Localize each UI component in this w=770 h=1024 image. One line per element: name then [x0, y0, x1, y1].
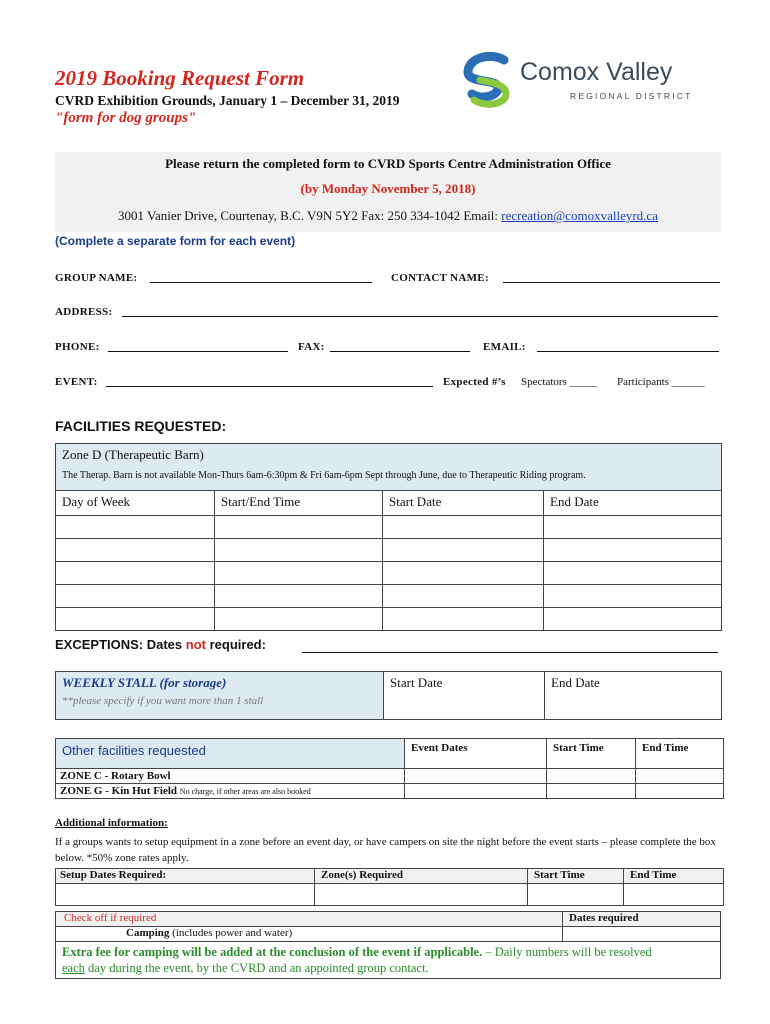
cell[interactable]: [636, 769, 724, 784]
col-end-date: End Date: [544, 491, 722, 516]
event-dates-header: Event Dates: [405, 739, 547, 769]
fax-field[interactable]: [330, 342, 470, 352]
table-row: [56, 516, 722, 539]
extra-fee-bold: Extra fee for camping will be added at the conclusion of the event if applicable.: [62, 945, 483, 959]
table-row: [56, 562, 722, 585]
col-start-end-time: Start/End Time: [215, 491, 383, 516]
col-day-of-week: Day of Week: [56, 491, 215, 516]
cell[interactable]: [547, 769, 636, 784]
zone-g-cell: [56, 784, 405, 799]
extra-fee-rest: – Daily numbers will be resolved: [482, 945, 652, 959]
camping-note: (includes power and water): [169, 927, 293, 939]
exceptions-label: [55, 637, 266, 652]
weekly-stall-header: [56, 672, 384, 720]
cell[interactable]: [405, 769, 547, 784]
table-row: [56, 784, 724, 799]
table-row: [56, 585, 722, 608]
cell[interactable]: [624, 884, 724, 906]
cell[interactable]: [383, 539, 544, 562]
exceptions-suffix: required:: [205, 637, 266, 652]
cell[interactable]: [636, 784, 724, 799]
other-facilities-header: [56, 739, 405, 769]
contact-name-label: CONTACT NAME:: [391, 272, 489, 284]
notice-address: [55, 208, 721, 224]
dates-required-header: Dates required: [563, 912, 721, 927]
notice-return: Please return the completed form to CVRD Sports Centre Administration Office: [165, 156, 611, 171]
cell[interactable]: [383, 516, 544, 539]
cell[interactable]: [544, 562, 722, 585]
weekly-stall-title: WEEKLY STALL (for storage): [62, 675, 227, 690]
cell[interactable]: [544, 539, 722, 562]
address-field[interactable]: [122, 307, 718, 317]
email-link[interactable]: recreation@comoxvalleyrd.ca: [501, 208, 658, 223]
spectators-field[interactable]: Spectators _____: [521, 376, 598, 388]
cell[interactable]: [56, 562, 215, 585]
cell[interactable]: [56, 516, 215, 539]
cell[interactable]: [315, 884, 528, 906]
zone-d-title: Zone D (Therapeutic Barn): [62, 447, 204, 462]
other-facilities-title: Other facilities requested: [62, 743, 206, 758]
address-label: ADDRESS:: [55, 306, 113, 318]
zone-d-note: The Therap. Barn is not available Mon-Thurs 6am-6:30pm & Fri 6am-6pm Sept through June, due to Therapeutic Riding program.: [62, 470, 586, 481]
cell[interactable]: [215, 516, 383, 539]
setup-end-time-header: End Time: [624, 869, 724, 884]
setup-start-time-header: Start Time: [528, 869, 624, 884]
contact-name-field[interactable]: [503, 273, 720, 283]
extra-fee-each: each: [62, 961, 85, 975]
notice-address-text: 3001 Vanier Drive, Courtenay, B.C. V9N 5Y2 Fax: 250 334-1042 Email:: [118, 208, 502, 223]
cell[interactable]: [383, 608, 544, 631]
event-label: EVENT:: [55, 376, 98, 388]
cell[interactable]: [405, 784, 547, 799]
cell[interactable]: [56, 539, 215, 562]
cell[interactable]: [528, 884, 624, 906]
table-row: [56, 769, 724, 784]
cell[interactable]: [544, 516, 722, 539]
cell[interactable]: [56, 585, 215, 608]
zone-c-label: ZONE C - Rotary Bowl: [56, 769, 405, 784]
cell[interactable]: [56, 608, 215, 631]
end-time-header: End Time: [636, 739, 724, 769]
complete-note: (Complete a separate form for each event): [55, 234, 296, 248]
camping-label: Camping: [126, 927, 170, 939]
zones-required-header: Zone(s) Required: [315, 869, 528, 884]
weekly-stall-end[interactable]: End Date: [545, 672, 722, 720]
col-start-date: Start Date: [383, 491, 544, 516]
table-row: [56, 884, 724, 906]
form-subtitle: CVRD Exhibition Grounds, January 1 – December 31, 2019: [55, 93, 400, 108]
camping-dates-cell[interactable]: [563, 927, 721, 942]
weekly-stall-start[interactable]: Start Date: [384, 672, 545, 720]
email-label: EMAIL:: [483, 341, 526, 353]
group-name-field[interactable]: [150, 273, 372, 283]
cell[interactable]: [215, 585, 383, 608]
cell[interactable]: [56, 884, 315, 906]
group-name-label: GROUP NAME:: [55, 272, 138, 284]
phone-field[interactable]: [108, 342, 288, 352]
weekly-stall-note: **please specify if you want more than 1 stall: [62, 695, 264, 707]
logo-name: Comox Valley: [520, 58, 673, 86]
participants-field[interactable]: Participants ______: [617, 376, 705, 388]
dog-groups-note: "form for dog groups": [55, 110, 197, 126]
cell[interactable]: [215, 562, 383, 585]
cell[interactable]: [544, 608, 722, 631]
camping-table: [55, 911, 721, 979]
exceptions-not: not: [185, 637, 206, 652]
email-field[interactable]: [537, 342, 719, 352]
zone-d-header: [56, 444, 722, 491]
additional-text: If a groups wants to setup equipment in a zone before an event day, or have campers on site the night before the event starts – please complete the box below. *50% zone rates apply.: [55, 836, 716, 864]
table-row: [56, 539, 722, 562]
form-title: 2019 Booking Request Form: [55, 66, 305, 90]
notice-deadline: (by Monday November 5, 2018): [300, 181, 476, 196]
cell[interactable]: [544, 585, 722, 608]
exceptions-field[interactable]: [302, 643, 718, 653]
cell[interactable]: [383, 585, 544, 608]
cell[interactable]: [215, 539, 383, 562]
setup-dates-header: Setup Dates Required:: [56, 869, 315, 884]
other-facilities-table: [55, 738, 724, 799]
start-time-header: Start Time: [547, 739, 636, 769]
table-row: [56, 608, 722, 631]
camping-fee-note: [56, 942, 721, 979]
camping-row[interactable]: [56, 927, 563, 942]
check-off-header: Check off if required: [56, 912, 563, 927]
expected-label: Expected #’s: [443, 376, 506, 388]
zone-d-table: [55, 443, 722, 631]
event-field[interactable]: [106, 377, 433, 387]
facilities-heading: FACILITIES REQUESTED:: [55, 418, 227, 434]
zone-g-label: ZONE G - Kin Hut Field: [60, 785, 178, 797]
phone-label: PHONE:: [55, 341, 100, 353]
cell[interactable]: [547, 784, 636, 799]
cell[interactable]: [215, 608, 383, 631]
exceptions-prefix: EXCEPTIONS: Dates: [55, 637, 186, 652]
fax-label: FAX:: [298, 341, 325, 353]
setup-table: [55, 868, 724, 906]
logo-subtitle: REGIONAL DISTRICT: [570, 91, 693, 101]
cell[interactable]: [383, 562, 544, 585]
additional-heading: Additional information:: [55, 817, 168, 829]
zone-g-note: No charge, if other areas are also booked: [179, 787, 311, 796]
extra-fee-end: day during the event, by the CVRD and an appointed group contact.: [84, 961, 429, 975]
cvrd-s-logo-icon: [460, 50, 520, 110]
weekly-stall-table: [55, 671, 722, 720]
